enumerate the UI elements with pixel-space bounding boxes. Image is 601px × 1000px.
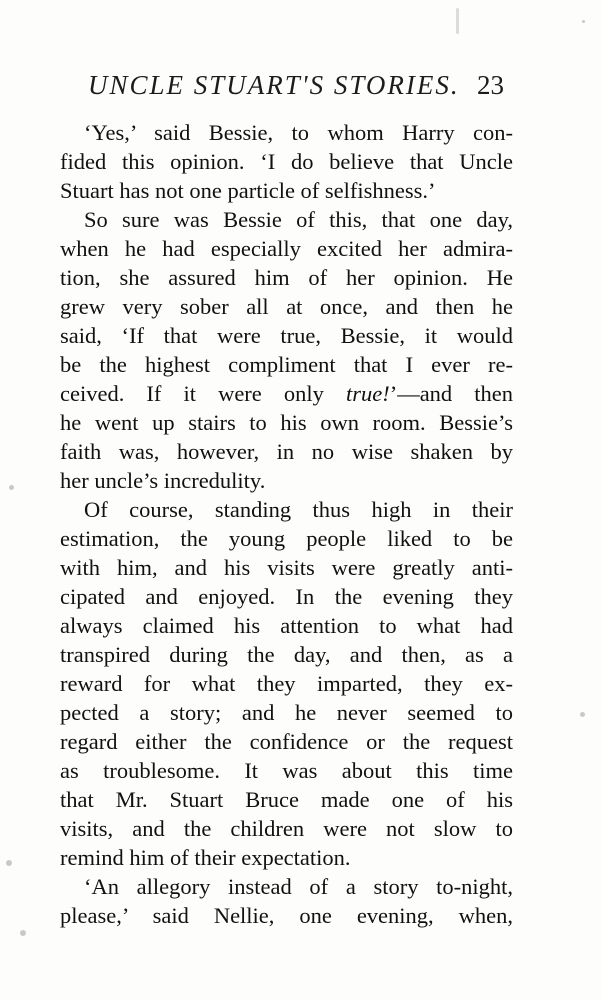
scan-speck — [580, 712, 585, 717]
text-segment: ceived. If it were only — [60, 381, 346, 406]
text-line: said, ‘If that were true, Bessie, it would — [60, 323, 513, 348]
text-line: fided this opinion. ‘I do believe that Uncle — [60, 149, 513, 174]
text-line: So sure was Bessie of this, that one day, — [84, 207, 513, 232]
text-line: when he had especially excited her admira- — [60, 236, 513, 261]
page-number: 23 — [477, 70, 504, 100]
text-line: ‘Yes,’ said Bessie, to whom Harry con- — [84, 120, 513, 145]
text-line: as troublesome. It was about this time — [60, 758, 513, 783]
text-line: he went up stairs to his own room. Bessie’s — [60, 410, 513, 435]
page-header — [88, 70, 520, 106]
text-line: Of course, standing thus high in their — [84, 497, 513, 522]
text-segment: ’—and then — [389, 381, 514, 406]
text-line: with him, and his visits were greatly anti- — [60, 555, 513, 580]
text-line: always claimed his attention to what had — [60, 613, 513, 638]
body-text — [60, 118, 513, 930]
text-line: faith was, however, in no wise shaken by — [60, 439, 513, 464]
text-line: please,’ said Nellie, one evening, when, — [60, 903, 513, 928]
italic-emphasis: true! — [345, 381, 390, 406]
text-line: cipated and enjoyed. In the evening they — [60, 584, 513, 609]
scan-speck — [456, 8, 459, 34]
running-title: UNCLE STUART'S STORIES. — [88, 70, 460, 100]
text-line-mixed — [60, 379, 513, 408]
scan-speck — [582, 20, 585, 23]
text-line: Stuart has not one particle of selfishness.’ — [60, 178, 436, 203]
scan-speck — [6, 860, 12, 866]
scan-speck — [20, 930, 26, 936]
text-line: her uncle’s incredulity. — [60, 468, 266, 493]
text-line: visits, and the children were not slow to — [60, 816, 513, 841]
scan-speck — [9, 485, 14, 490]
text-line: that Mr. Stuart Bruce made one of his — [60, 787, 513, 812]
text-line: be the highest compliment that I ever re- — [60, 352, 513, 377]
text-line: remind him of their expectation. — [60, 845, 351, 870]
text-line: regard either the confidence or the request — [60, 729, 513, 754]
text-line: ‘An allegory instead of a story to-night, — [84, 874, 513, 899]
text-line: tion, she assured him of her opinion. He — [60, 265, 513, 290]
text-line: grew very sober all at once, and then he — [60, 294, 513, 319]
text-line: estimation, the young people liked to be — [60, 526, 513, 551]
text-line: reward for what they imparted, they ex- — [60, 671, 513, 696]
text-line: pected a story; and he never seemed to — [60, 700, 513, 725]
text-line: transpired during the day, and then, as a — [60, 642, 513, 667]
